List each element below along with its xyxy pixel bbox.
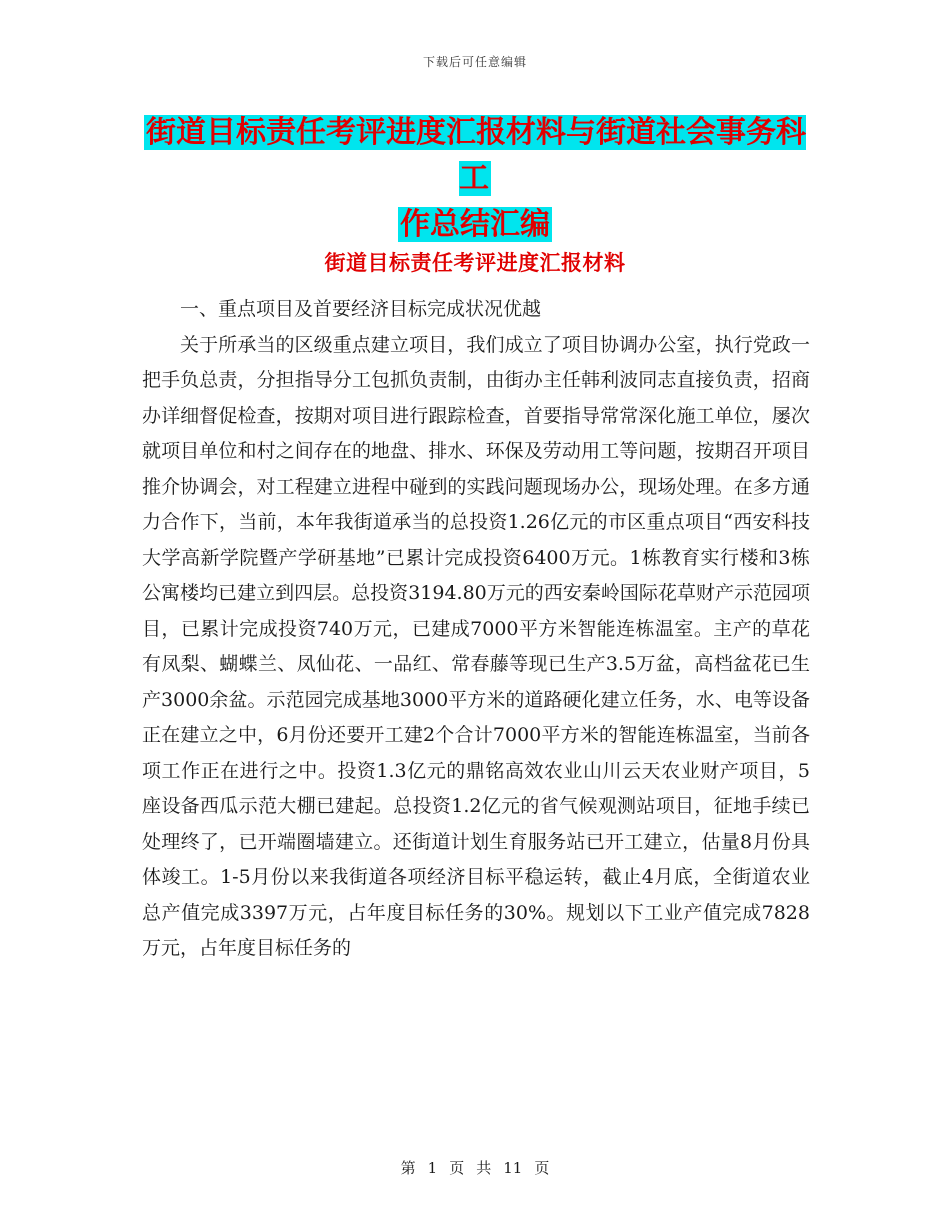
body-text xyxy=(142,292,810,967)
footer-page-number: 1 xyxy=(427,1159,438,1177)
document-title-line2: 作总结汇编 xyxy=(400,207,550,242)
footer-total-unit: 页 xyxy=(534,1159,550,1177)
document-title xyxy=(140,110,810,248)
footer-page-unit: 页 xyxy=(449,1159,465,1177)
document-title-line1: 街道目标责任考评进度汇报材料与街道社会事务科工 xyxy=(146,115,806,196)
section-title: 街道目标责任考评进度汇报材料 xyxy=(324,250,626,275)
header-note: 下载后可任意编辑 xyxy=(422,55,527,69)
footer-prefix: 第 xyxy=(400,1159,416,1177)
footer-total-pages: 11 xyxy=(503,1159,523,1177)
footer-total-prefix: 共 xyxy=(476,1159,492,1177)
paragraph-heading: 一、重点项目及首要经济目标完成状况优越 xyxy=(180,298,542,320)
page-footer xyxy=(0,1157,950,1178)
paragraph-body: 关于所承当的区级重点建立项目，我们成立了项目协调办公室，执行党政一把手负总责，分担指导分工包抓负责制，由街办主任韩利波同志直接负责，招商办详细督促检查，按期对项目进行跟踪检查，首要指导常常深化施工单位，屡次就项目单位和村之间存在的地盘、排水、环保及劳动用工等问题，按期召开项目推介协调会，对工程建立进程中碰到的实践问题现场办公，现场处理。在多方通力合作下，当前，本年我街道承当的总投资1.26亿元的市区重点项目“西安科技大学高新学院暨产学研基地”已累计完成投资6400万元。1栋教育实行楼和3栋公寓楼均已建立到四层。总投资3194.80万元的西安秦岭国际花草财产示范园项目，已累计完成投资740万元，已建成7000平方米智能连栋温室。主产的草花有凤梨、蝴蝶兰、凤仙花、一品红、常春藤等现已生产3.5万盆，高档盆花已生产3000余盆。示范园完成基地3000平方米的道路硬化建立任务，水、电等设备正在建立之中，6月份还要开工建2个合计7000平方米的智能连栋温室，当前各项工作正在进行之中。投资1.3亿元的鼎铭高效农业山川云天农业财产项目，5座设备西瓜示范大棚已建起。总投资1.2亿元的省气候观测站项目，征地手续已处理终了，已开端圈墙建立。还街道计划生育服务站已开工建立，估量8月份具体竣工。1-5月份以来我街道各项经济目标平稳运转，截止4月底，全街道农业总产值完成3397万元，占年度目标任务的30%。规划以下工业产值完成7828万元，占年度目标任务的 xyxy=(142,333,810,959)
